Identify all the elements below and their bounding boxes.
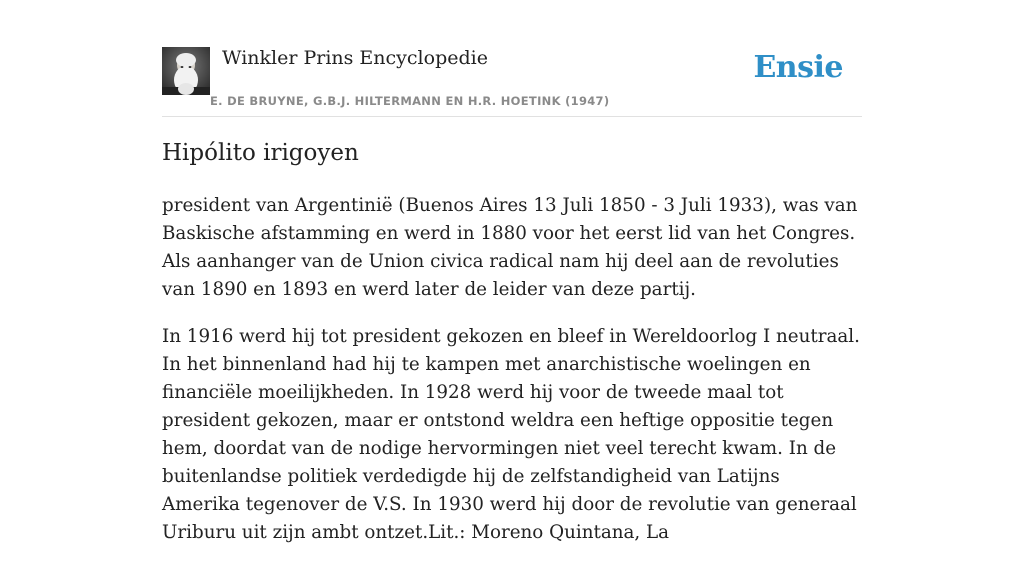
article-title: Hipólito irigoyen <box>162 140 359 166</box>
ensie-logo[interactable]: Ensie <box>753 50 843 85</box>
article-paragraph: president van Argentinië (Buenos Aires 13 Juli 1850 - 3 Juli 1933), was van Baskische afstamming en werd in 1880 voor het eerst lid van het Congres. Als aanhanger van de Union civica radical nam hij deel aan de revoluties van 1890 en 1893 en werd later de leider van deze partij. <box>162 195 858 300</box>
source-title[interactable]: Winkler Prins Encyclopedie <box>222 47 488 69</box>
portrait-icon <box>162 47 210 95</box>
avatar-icon[interactable] <box>162 47 210 95</box>
article-paragraph: In 1916 werd hij tot president gekozen en bleef in Wereldoorlog I neutraal. In het binnenland had hij te kampen met anarchistische woelingen en financiële moeilijkheden. In 1928 werd hij voor de tweede maal tot president gekozen, maar er ontstond weldra een heftige oppositie tegen hem, doordat van de nodige hervormingen niet veel terecht kwam. In de buitenlandse politiek verdedigde hij de zelfstandigheid van Latijns Amerika tegenover de V.S. In 1930 werd hij door de revolutie van generaal Uriburu uit zijn ambt ontzet.Lit.: Moreno Quintana, La <box>162 326 860 543</box>
page <box>162 0 862 543</box>
article-body <box>162 192 862 566</box>
source-header <box>162 0 862 117</box>
source-authors: E. DE BRUYNE, G.B.J. HILTERMANN EN H.R. HOETINK (1947) <box>210 94 610 108</box>
